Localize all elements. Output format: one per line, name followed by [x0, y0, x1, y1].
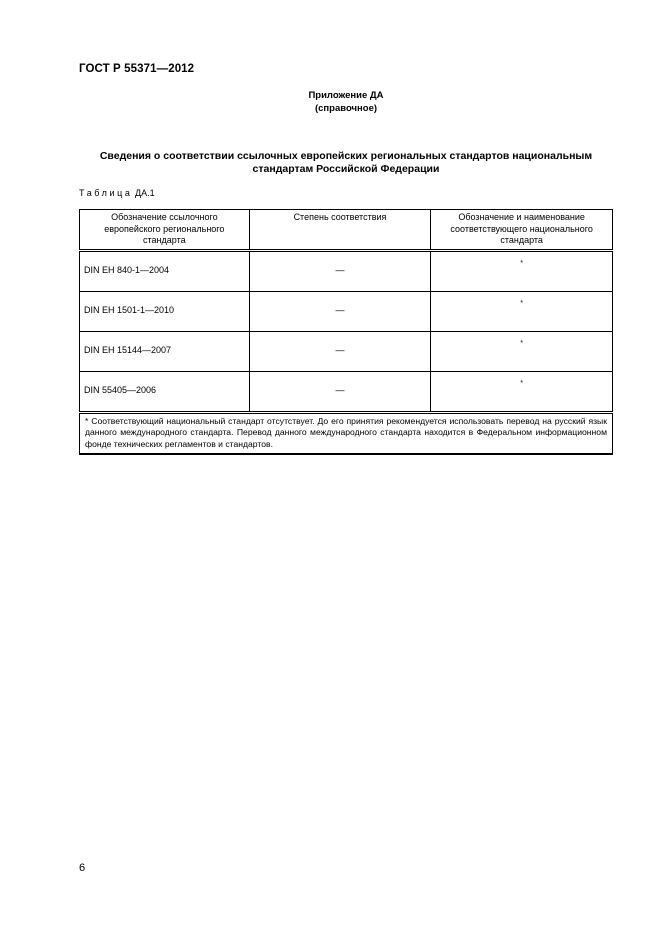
cell-national-standard: *: [431, 331, 613, 371]
table-row: [80, 250, 613, 291]
table-footnote: * Соответствующий национальный стандарт отсутствует. До его принятия рекомендуется использовать перевод на русский язык данного международного стандарта. Перевод данного международного стандарта находится в Федеральном информационном фонде технических регламентов и стандартов.: [80, 412, 613, 454]
cell-national-standard: *: [431, 250, 613, 291]
cell-designation: DIN EH 840-1—2004: [80, 250, 250, 291]
section-title: [79, 150, 613, 176]
cell-degree: —: [249, 250, 431, 291]
header-designation: Обозначение ссылочного европейского регионального стандарта: [80, 210, 250, 251]
table-row: [80, 331, 613, 371]
table-caption: [79, 188, 155, 198]
table-row: [80, 371, 613, 412]
document-code: ГОСТ Р 55371—2012: [79, 63, 195, 75]
annex-heading: [0, 89, 661, 115]
cell-degree: —: [249, 331, 431, 371]
standards-correspondence-table: [79, 209, 613, 455]
table-footnote-row: [80, 412, 613, 454]
cell-degree: —: [249, 291, 431, 331]
cell-designation: DIN EH 15144—2007: [80, 331, 250, 371]
annex-title: Приложение ДА: [308, 90, 384, 101]
section-title-line-2: стандартам Российской Федерации: [252, 163, 440, 175]
table-row: [80, 291, 613, 331]
table-caption-word: Таблица: [79, 188, 133, 198]
header-national-standard: Обозначение и наименование соответствующего национального стандарта: [431, 210, 613, 251]
annex-subtitle: (справочное): [314, 103, 378, 114]
page-number: 6: [79, 862, 86, 874]
header-degree: Степень соответствия: [249, 210, 431, 251]
cell-designation: DIN EH 1501-1—2010: [80, 291, 250, 331]
table-header-row: [80, 210, 613, 251]
section-title-line-1: Сведения о соответствии ссылочных европейских региональных стандартов национальным: [99, 150, 593, 162]
cell-designation: DIN 55405—2006: [80, 371, 250, 412]
cell-degree: —: [249, 371, 431, 412]
table-caption-number: ДА.1: [135, 188, 155, 198]
cell-national-standard: *: [431, 291, 613, 331]
cell-national-standard: *: [431, 371, 613, 412]
